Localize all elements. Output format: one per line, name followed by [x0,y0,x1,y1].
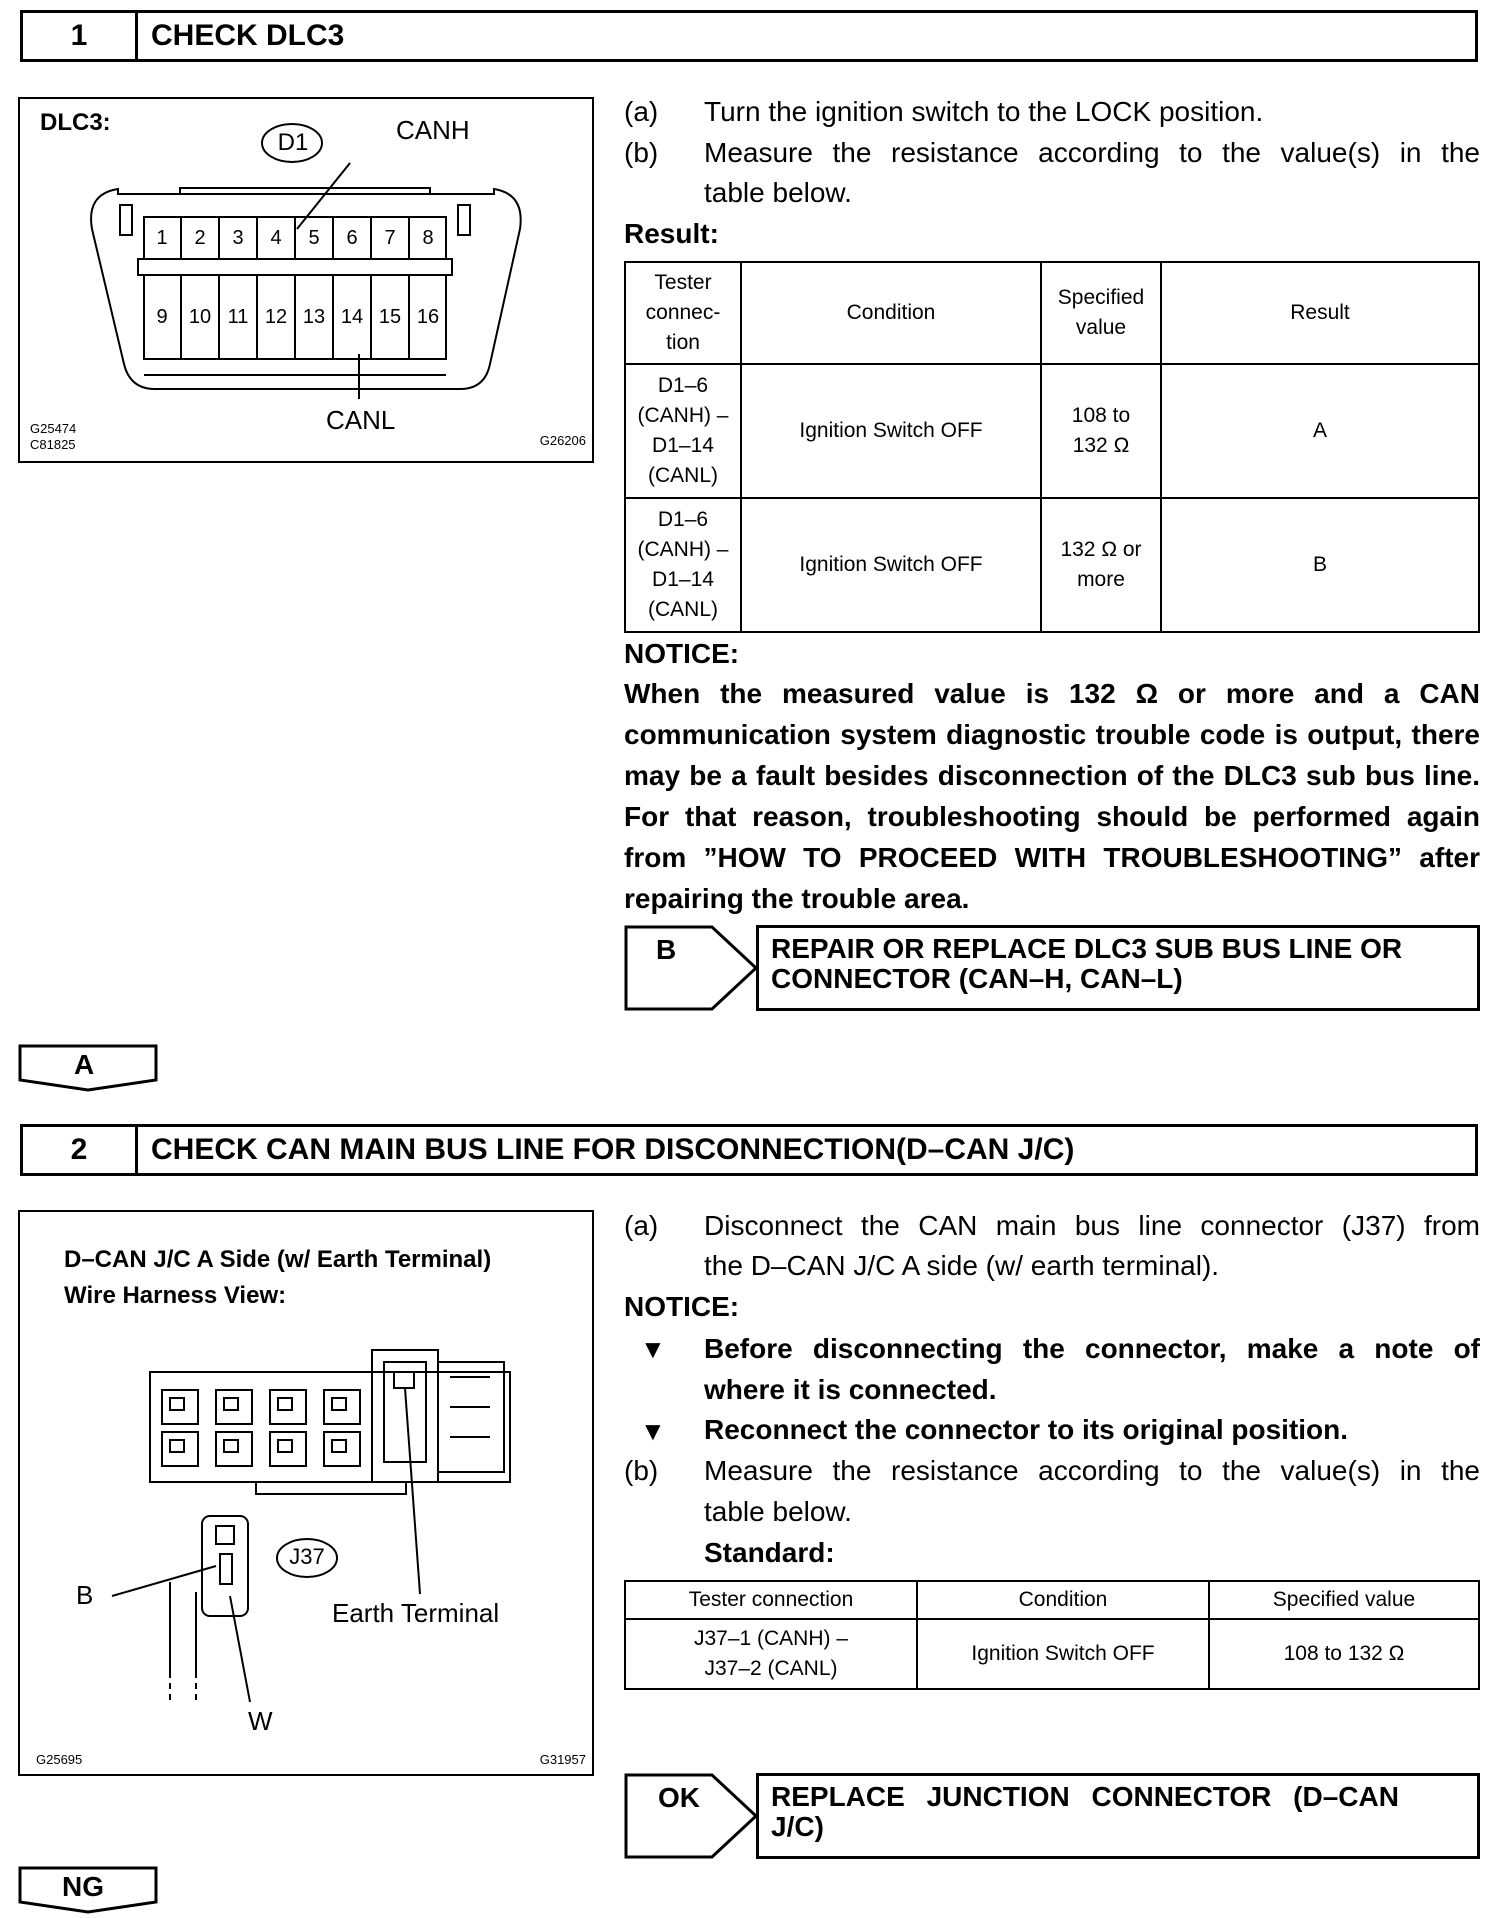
row2-condition: Ignition Switch OFF [741,498,1041,632]
header-specified: Specified value [1209,1581,1479,1619]
step-2-number: 2 [23,1127,138,1173]
bottom-pin-11: 11 [218,275,256,359]
step-1a-marker: (a) [624,96,659,127]
standard-label: Standard: [704,1537,835,1568]
top-pin-4: 4 [256,217,294,259]
dcan-figure [18,1210,594,1776]
step-2-standard-table [624,1580,1480,1690]
canl-label: CANL [326,405,396,435]
j37-connector-code: J37 [289,1544,325,1569]
step-2-header [20,1124,1478,1176]
notice-item-2: Reconnect the connector to its original position. [704,1414,1349,1445]
earth-terminal-label: Earth Terminal [332,1598,500,1628]
top-pin-3: 3 [218,217,256,259]
dcan-caption-2: Wire Harness View: [64,1282,287,1309]
step-2a-text-2: the D–CAN J/C A side (w/ earth terminal). [704,1250,1220,1281]
top-pin-8: 8 [408,217,446,259]
step-2b-marker: (b) [624,1455,659,1486]
d1-connector-code: D1 [277,129,309,156]
step-2b-text-2: table below. [704,1496,852,1527]
result-label: Result: [624,218,719,249]
figure-code-left-1: G25474 [30,421,77,436]
figure-code-left: G25695 [36,1752,83,1767]
step-1-result-table [624,261,1480,633]
step-2a-text-1: Disconnect the CAN main bus line connector (J37) from [704,1210,1480,1241]
notice-text: When the measured value is 132 Ω or more and a CAN communication system diagnostic trouble code is output, there may be a fault besides disconnection of the DLC3 sub bus line. For that reason, troubleshooting should be performed again from ”HOW TO PROCEED WITH TROUBLESHOOTING” after repairing the trouble area. [624,678,1480,914]
bottom-pin-16: 16 [408,275,446,359]
dcan-caption-1: D–CAN J/C A Side (w/ Earth Terminal) [64,1246,492,1273]
triangle-bullet-icon: ▼ [640,1334,666,1364]
result-b-letter: B [656,934,677,965]
top-pin-1: 1 [156,226,168,249]
header-specified: Specified value [1041,262,1161,364]
top-pin-6: 6 [332,217,370,259]
row2-value: 132 Ω or more [1041,498,1161,632]
top-pin-5: 5 [294,217,332,259]
bottom-pin-13: 13 [294,275,332,359]
dlc3-figure [18,97,594,463]
step-1-number: 1 [23,13,138,59]
figure-code-left-2: C81825 [30,437,76,452]
figure-code-right: G26206 [539,433,586,448]
bottom-pin-14: 14 [332,275,370,359]
step-1-title: CHECK DLC3 [151,19,345,52]
notice-label: NOTICE: [624,638,740,669]
bottom-pin-10: 10 [180,275,218,359]
triangle-bullet-icon: ▼ [640,1416,666,1446]
canh-label: CANH [396,115,470,145]
wire-w-label: W [248,1706,273,1736]
step-2b-text-1: Measure the resistance according to the value(s) in the [704,1455,1480,1486]
row1-tester: D1–6 (CANH) – D1–14 (CANL) [625,364,741,498]
header-condition: Condition [741,262,1041,364]
table-header-row [625,262,1479,364]
header-tester: Tester connection [625,1581,917,1619]
top-pin-7: 7 [370,217,408,259]
wire-b-label: B [76,1580,94,1610]
table-header-row [625,1581,1479,1619]
step-1b-text-2: table below. [704,177,852,208]
result-ok-letter: OK [658,1782,700,1813]
header-tester: Tester connec- tion [625,262,741,364]
row1-condition: Ignition Switch OFF [741,364,1041,498]
row1-result: A [1161,364,1479,498]
pin-row-bottom [144,275,446,359]
next-step-a-label: A [74,1049,95,1080]
step-2a-marker: (a) [624,1210,659,1241]
header-condition: Condition [917,1581,1209,1619]
row1-tester: J37–1 (CANH) – J37–2 (CANL) [625,1619,917,1689]
bottom-pin-9: 9 [156,305,168,328]
row1-condition: Ignition Switch OFF [917,1619,1209,1689]
step-1a-text: Turn the ignition switch to the LOCK position. [704,96,1264,127]
next-step-ng-label: NG [62,1871,104,1902]
table-row [625,1619,1479,1689]
top-pin-2: 2 [180,217,218,259]
result-ok-box: REPLACE JUNCTION CONNECTOR (D–CAN J/C) [756,1773,1480,1859]
table-row [625,364,1479,498]
notice-item-1: Before disconnecting the connector, make a note of where it is connected. [704,1333,1480,1405]
row2-tester: D1–6 (CANH) – D1–14 (CANL) [625,498,741,632]
bottom-pin-15: 15 [370,275,408,359]
step-1b-marker: (b) [624,137,659,168]
step-1b-text-1: Measure the resistance according to the value(s) in the [704,137,1480,168]
table-row [625,498,1479,632]
figure-code-right: G31957 [539,1752,586,1767]
step-2-notice-label: NOTICE: [624,1291,740,1322]
step-2-title: CHECK CAN MAIN BUS LINE FOR DISCONNECTION(D–CAN J/C) [151,1133,1075,1166]
row1-value: 108 to 132 Ω [1209,1619,1479,1689]
dlc3-label: DLC3: [40,109,111,136]
bottom-pin-12: 12 [256,275,294,359]
step-1-header [20,10,1478,62]
row2-result: B [1161,498,1479,632]
row1-value: 108 to 132 Ω [1041,364,1161,498]
header-result: Result [1161,262,1479,364]
pin-row-top [144,217,446,259]
result-b-arrow [624,925,760,1011]
result-b-box: REPAIR OR REPLACE DLC3 SUB BUS LINE OR CONNECTOR (CAN–H, CAN–L) [756,925,1480,1011]
